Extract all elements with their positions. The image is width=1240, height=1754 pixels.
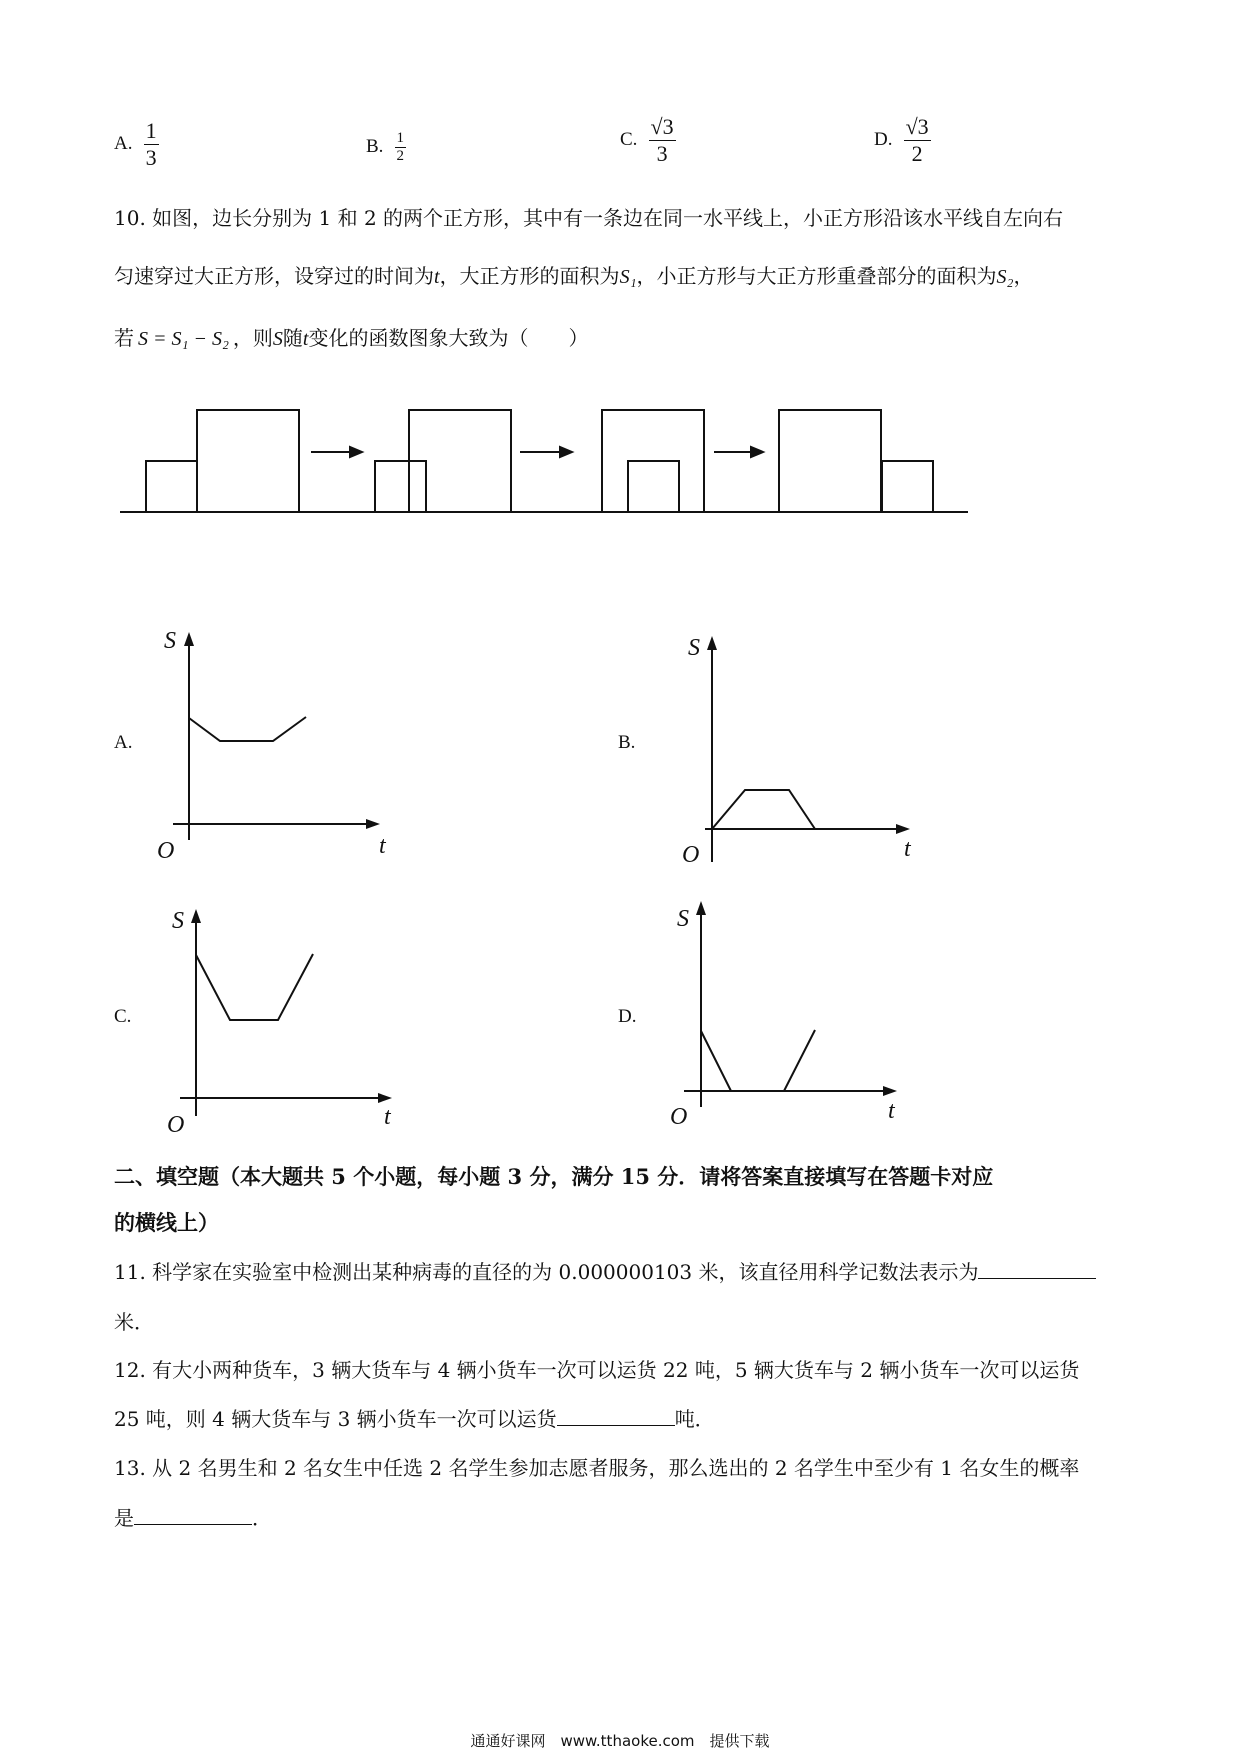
- origin-label: O: [167, 1112, 185, 1138]
- axis-label-t: t: [904, 836, 911, 862]
- var-s1: S₁: [619, 266, 637, 288]
- equation: S = S₁ − S₂: [138, 328, 229, 350]
- denominator: 2: [396, 148, 405, 164]
- text: ，小正方形与大正方形重叠部分的面积为: [636, 264, 997, 288]
- q11-line-2: 米．: [114, 1310, 154, 1334]
- denominator: 3: [656, 141, 668, 166]
- footer-text: 通通好课网 www.tthaoke.com 提供下载: [470, 1732, 770, 1750]
- section-2-header-line-1: 二、填空题（本大题共 5 个小题，每小题 3 分，满分 15 分．请将答案直接填写在答题卡对应: [114, 1164, 994, 1189]
- q11-line-1: [114, 1258, 1096, 1286]
- answer-blank[interactable]: [978, 1258, 1096, 1279]
- numerator: 1: [396, 130, 405, 146]
- var-t: t: [434, 266, 440, 288]
- numerator: 1: [145, 118, 157, 143]
- graph-a: [173, 642, 370, 840]
- text: 随: [282, 326, 303, 350]
- graph-b: [705, 646, 900, 862]
- text: 匀速穿过大正方形，设穿过的时间为: [114, 264, 434, 288]
- text: 若: [114, 326, 134, 350]
- origin-label: O: [157, 838, 175, 864]
- denominator: 3: [145, 145, 157, 170]
- graph-d: [684, 911, 887, 1107]
- axis-label-s: S: [688, 635, 700, 661]
- graph-option-c-letter: C.: [114, 1006, 132, 1027]
- graph-c: [180, 919, 382, 1116]
- q12-line-2: [114, 1405, 715, 1433]
- text: 是: [114, 1506, 134, 1530]
- answer-blank[interactable]: [557, 1405, 675, 1426]
- option-letter: D.: [874, 129, 893, 150]
- option-letter: A.: [114, 133, 133, 154]
- q10-line-1: 10. 如图，边长分别为 1 和 2 的两个正方形，其中有一条边在同一水平线上，小正方形沿该水平线自左向右: [114, 206, 1064, 230]
- numerator: √3: [650, 114, 674, 139]
- text: 11. 科学家在实验室中检测出某种病毒的直径的为 0.000000103 米，该直径用科学记数法表示为: [114, 1260, 979, 1284]
- q13-line-2: [114, 1504, 272, 1532]
- graph-option-a-letter: A.: [114, 732, 133, 753]
- text: 25 吨，则 4 辆大货车与 3 辆小货车一次可以运货: [114, 1407, 557, 1431]
- var-t: t: [302, 328, 309, 350]
- var-s: S: [272, 328, 283, 350]
- axis-label-s: S: [172, 908, 184, 934]
- text: 变化的函数图象大致为（ ）: [308, 326, 589, 350]
- text: ，则: [232, 326, 273, 350]
- q13-line-1: 13. 从 2 名男生和 2 名女生中任选 2 名学生参加志愿者服务，那么选出的 2 名学生中至少有 1 名女生的概率: [114, 1456, 1080, 1480]
- var-s2: S₂: [996, 266, 1014, 288]
- answer-blank[interactable]: [134, 1504, 252, 1525]
- text: 吨．: [674, 1407, 715, 1431]
- section-2-header-line-2: 的横线上）: [114, 1210, 219, 1235]
- axis-arrowheads: [184, 632, 910, 1103]
- numerator: √3: [905, 114, 929, 139]
- graph-option-b-letter: B.: [618, 732, 636, 753]
- axis-label-t: t: [379, 833, 386, 859]
- axis-label-t: t: [888, 1098, 895, 1124]
- option-letter: B.: [366, 136, 384, 157]
- axis-label-t: t: [384, 1104, 391, 1130]
- text: ．: [252, 1506, 272, 1530]
- text: ，: [1013, 264, 1034, 288]
- denominator: 2: [911, 141, 923, 166]
- axis-label-s: S: [164, 628, 176, 654]
- graph-option-d-letter: D.: [618, 1006, 637, 1027]
- option-letter: C.: [620, 129, 638, 150]
- axis-label-s: S: [677, 906, 689, 932]
- q12-line-1: 12. 有大小两种货车，3 辆大货车与 4 辆小货车一次可以运货 22 吨，5 辆大货车与 2 辆小货车一次可以运货: [114, 1358, 1080, 1382]
- origin-label: O: [682, 842, 700, 868]
- origin-label: O: [670, 1104, 688, 1130]
- text: ，大正方形的面积为: [439, 264, 620, 288]
